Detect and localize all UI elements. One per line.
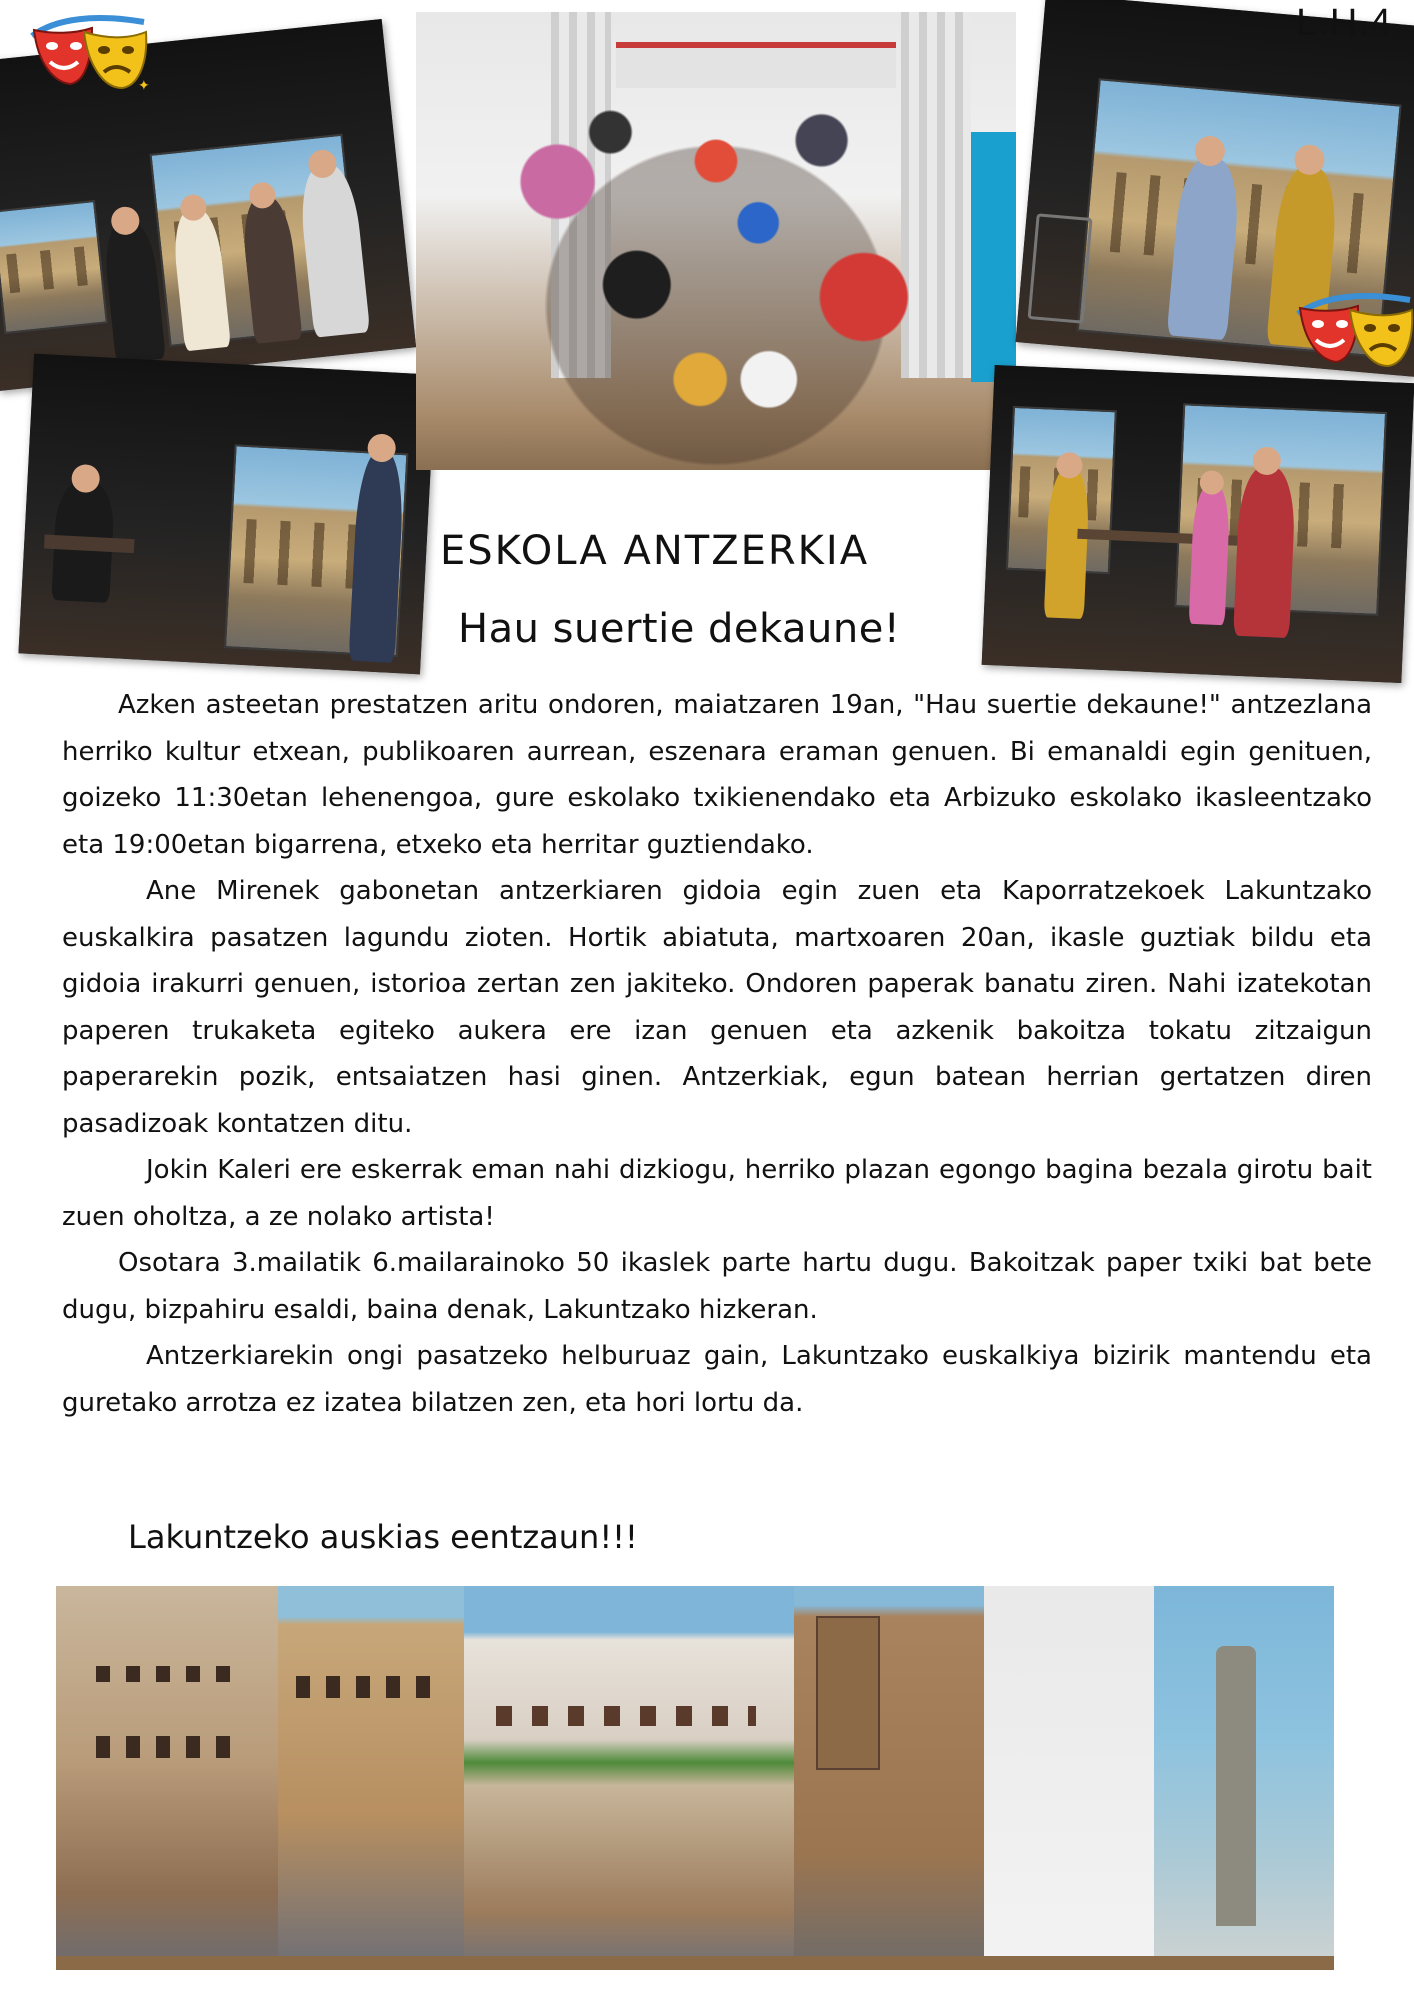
paragraph: Antzerkiarekin ongi pasatzeko helburuaz gain, Lakuntzako euskalkiya bizirik mantendu eta guretako arrotza ez izatea bilatzen zen, eta hori lortu da. <box>62 1341 1372 1418</box>
theatre-masks-icon <box>1292 286 1414 376</box>
paragraph: Jokin Kaleri ere eskerrak eman nahi dizkiogu, herriko plazan egongo bagina bezala girotu bait zuen oholtza, a ze nolako artista! <box>62 1155 1372 1232</box>
paragraph: Azken asteetan prestatzen aritu ondoren, maiatzaren 19an, "Hau suertie dekaune!" antzezlana herriko kultur etxean, publikoaren aurrean, eszenara eraman genuen. Bi emanaldi egin genituen, goizeko 11:30etan lehenengoa, gure eskolako txikienendako eta Arbizuko eskolako ikasleentzako eta 19:00etan bigarrena, etxeko eta herritar guztiendako. <box>62 690 1372 860</box>
grade-label: L.H.4 <box>1296 2 1392 44</box>
group-photo <box>416 12 1016 470</box>
svg-text:✦: ✦ <box>138 78 150 94</box>
page-title: ESKOLA ANTZERKIA <box>440 528 870 574</box>
scenery-photo <box>56 1586 1334 1970</box>
stage-photo-mid-left <box>18 354 435 675</box>
stage-photo-mid-right <box>982 365 1414 683</box>
paragraph: Osotara 3.mailatik 6.mailarainoko 50 ikaslek parte hartu dugu. Bakoitzak paper txiki bat bete dugu, bizpahiru esaldi, baina denak, Lakuntzako hizkeran. <box>62 1248 1372 1325</box>
paragraph: Ane Mirenek gabonetan antzerkiaren gidoia egin zuen eta Kaporratzekoek Lakuntzako euskalkira pasatzen lagundu zioten. Hortik abiatuta, martxoaren 20an, ikasle guztiak bildu eta gidoia irakurri genuen, istorioa zertan zen jakiteko. Ondoren paperak banatu ziren. Nahi izatekotan paperen trukaketa egiteko aukera ere izan genuen eta azkenik bakoitza tokatu zitzaigun paperarekin pozik, entsaiatzen hasi ginen. Antzerkiak, egun batean herrian gertatzen diren pasadizoak kontatzen ditu. <box>62 876 1372 1139</box>
article-body <box>62 682 1372 1426</box>
page-subtitle: Hau suertie dekaune! <box>458 606 901 652</box>
closing-line: Lakuntzeko auskias eentzaun!!! <box>128 1518 638 1556</box>
theatre-masks-icon <box>26 8 156 98</box>
